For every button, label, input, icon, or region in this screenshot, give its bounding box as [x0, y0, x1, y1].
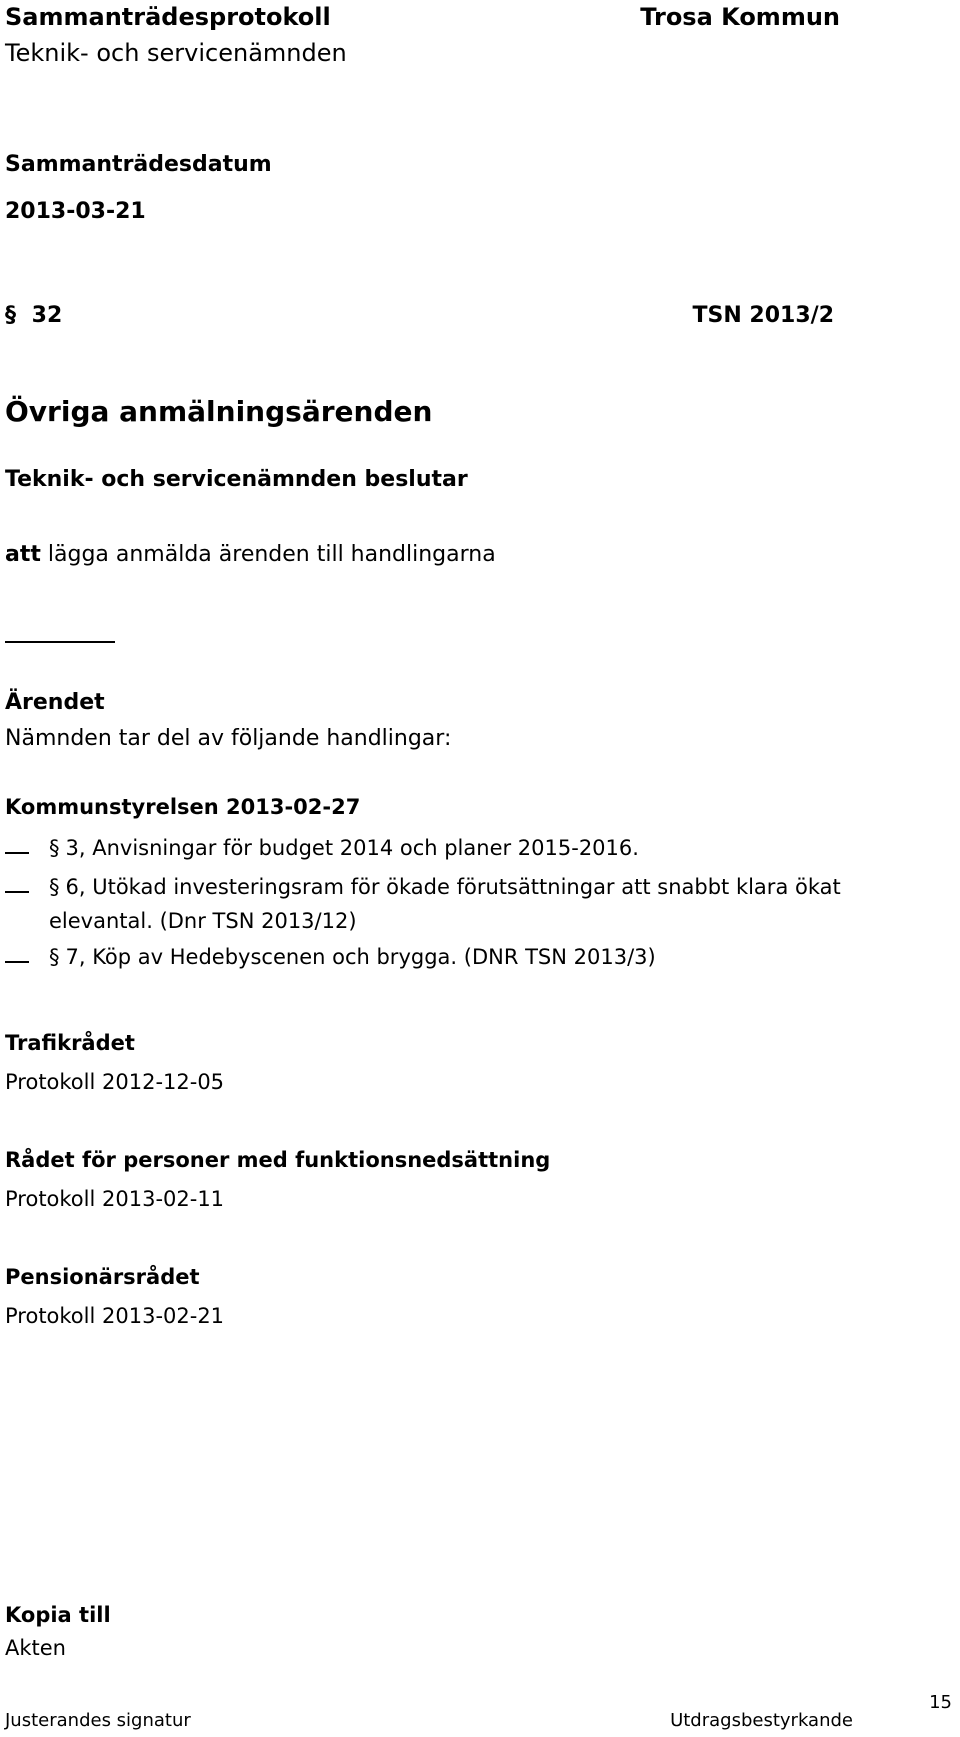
dash-bullet — [5, 961, 29, 963]
decision-heading: Teknik- och servicenämnden beslutar — [5, 467, 468, 492]
decision-text — [5, 542, 496, 567]
copy-recipient: Akten — [5, 1636, 66, 1660]
protocol-line: Protokoll 2013-02-11 — [5, 1187, 225, 1211]
matter-intro: Nämnden tar del av följande handlingar: — [5, 726, 452, 751]
dash-bullet — [5, 852, 29, 854]
list-item — [49, 875, 841, 899]
copy-heading: Kopia till — [5, 1603, 111, 1627]
group-heading-trafikradet: Trafikrådet — [5, 1031, 135, 1055]
paragraph-sign: § — [49, 836, 60, 860]
decision-att: att — [5, 542, 41, 567]
list-item-text: 3, Anvisningar för budget 2014 och planer 2015-2016. — [65, 836, 639, 860]
list-item-text: 7, Köp av Hedebyscenen och brygga. (DNR TSN 2013/3) — [65, 945, 656, 969]
group-heading-funktionsradet: Rådet för personer med funktionsnedsättning — [5, 1148, 551, 1172]
committee-name: Teknik- och servicenämnden — [5, 39, 347, 67]
decision-body: lägga anmälda ärenden till handlingarna — [40, 542, 496, 567]
certification-label: Utdragsbestyrkande — [670, 1710, 853, 1731]
document-type: Sammanträdesprotokoll — [5, 3, 331, 31]
paragraph-sign: § — [5, 303, 16, 328]
matter-heading: Ärendet — [5, 690, 105, 715]
signature-label: Justerandes signatur — [5, 1710, 191, 1731]
dash-bullet — [5, 891, 29, 893]
list-item — [49, 945, 656, 969]
list-item — [49, 836, 639, 860]
protocol-line: Protokoll 2013-02-21 — [5, 1304, 225, 1328]
municipality-name: Trosa Kommun — [640, 3, 840, 31]
list-item-text: 6, Utökad investeringsram för ökade förutsättningar att snabbt klara ökat — [65, 875, 841, 899]
paragraph-sign: § — [49, 875, 60, 899]
meeting-date-label: Sammanträdesdatum — [5, 152, 272, 177]
section-number-value: 32 — [31, 303, 63, 328]
separator-line — [5, 641, 115, 643]
page-number: 15 — [929, 1692, 952, 1713]
list-item-continuation: elevantal. (Dnr TSN 2013/12) — [49, 909, 357, 933]
case-number: TSN 2013/2 — [692, 303, 834, 328]
section-title: Övriga anmälningsärenden — [5, 395, 433, 428]
group-heading-pensionarsradet: Pensionärsrådet — [5, 1265, 200, 1289]
meeting-date: 2013-03-21 — [5, 199, 146, 224]
paragraph-sign: § — [49, 945, 60, 969]
section-number — [5, 303, 62, 328]
group-heading-kommunstyrelsen: Kommunstyrelsen 2013-02-27 — [5, 795, 361, 819]
protocol-line: Protokoll 2012-12-05 — [5, 1070, 225, 1094]
